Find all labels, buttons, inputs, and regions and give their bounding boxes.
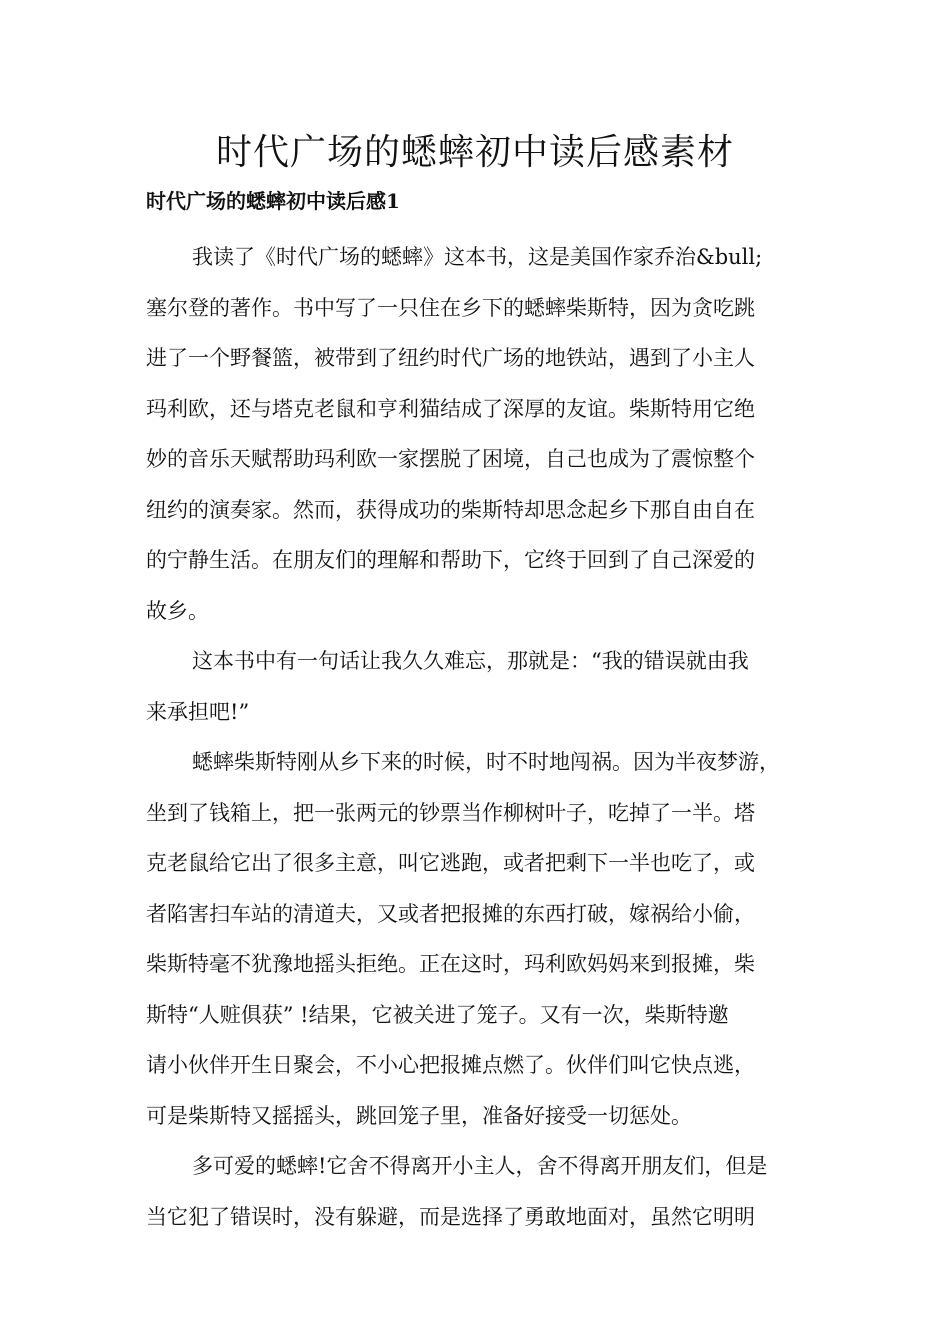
- document-title: 时代广场的蟋蟀初中读后感素材: [215, 132, 734, 173]
- text-line: 请小伙伴开生日聚会，不小心把报摊点燃了。伙伴们叫它快点逃，: [146, 1053, 755, 1077]
- text-line: 蟋蟀柴斯特刚从乡下来的时候，时不时地闯祸。因为半夜梦游，: [192, 750, 780, 774]
- section-heading: 时代广场的蟋蟀初中读后感1: [146, 189, 400, 213]
- text-line: 的宁静生活。在朋友们的理解和帮助下，它终于回到了自己深爱的: [146, 548, 755, 572]
- text-line: 斯特“人赃俱获” !结果，它被关进了笼子。又有一次，柴斯特邀: [146, 1002, 729, 1027]
- text-line: 塞尔登的著作。书中写了一只住在乡下的蟋蟀柴斯特，因为贪吃跳: [146, 295, 755, 320]
- text-line: 柴斯特毫不犹豫地摇头拒绝。正在这时，玛利欧妈妈来到报摊，柴: [146, 952, 755, 976]
- text-line: 者陷害扫车站的清道夫，又或者把报摊的东西打破，嫁祸给小偷，: [146, 901, 755, 926]
- paragraph-4: [146, 1141, 822, 1242]
- text-line: 可是柴斯特又摇摇头，跳回笼子里，准备好接受一切惩处。: [146, 1103, 692, 1128]
- paragraph-3: [146, 737, 822, 1141]
- document-body: [146, 232, 822, 1242]
- text-line: 来承担吧!”: [146, 699, 250, 724]
- paragraph-1: [146, 232, 822, 636]
- text-line: 当它犯了错误时，没有躲避，而是选择了勇敢地面对，虽然它明明: [146, 1204, 755, 1229]
- text-line: 妙的音乐天赋帮助玛利欧一家摆脱了困境，自己也成为了震惊整个: [146, 447, 755, 471]
- text-line: 故乡。: [146, 598, 209, 623]
- text-line: 我读了《时代广场的蟋蟀》这本书，这是美国作家乔治&bull;: [192, 245, 763, 269]
- text-line: 玛利欧，还与塔克老鼠和亨利猫结成了深厚的友谊。柴斯特用它绝: [146, 396, 755, 421]
- text-line: 克老鼠给它出了很多主意，叫它逃跑，或者把剩下一半也吃了，或: [146, 851, 755, 875]
- text-line: 坐到了钱箱上，把一张两元的钞票当作柳树叶子，吃掉了一半。塔: [146, 800, 755, 825]
- text-line: 进了一个野餐篮，被带到了纽约时代广场的地铁站，遇到了小主人: [146, 346, 755, 370]
- text-line: 这本书中有一句话让我久久难忘，那就是：“我的错误就由我: [192, 649, 749, 673]
- text-line: 纽约的演奏家。然而，获得成功的柴斯特却思念起乡下那自由自在: [146, 497, 755, 522]
- paragraph-2: [146, 636, 822, 737]
- text-line: 多可爱的蟋蟀!它舍不得离开小主人，舍不得离开朋友们，但是: [192, 1154, 768, 1178]
